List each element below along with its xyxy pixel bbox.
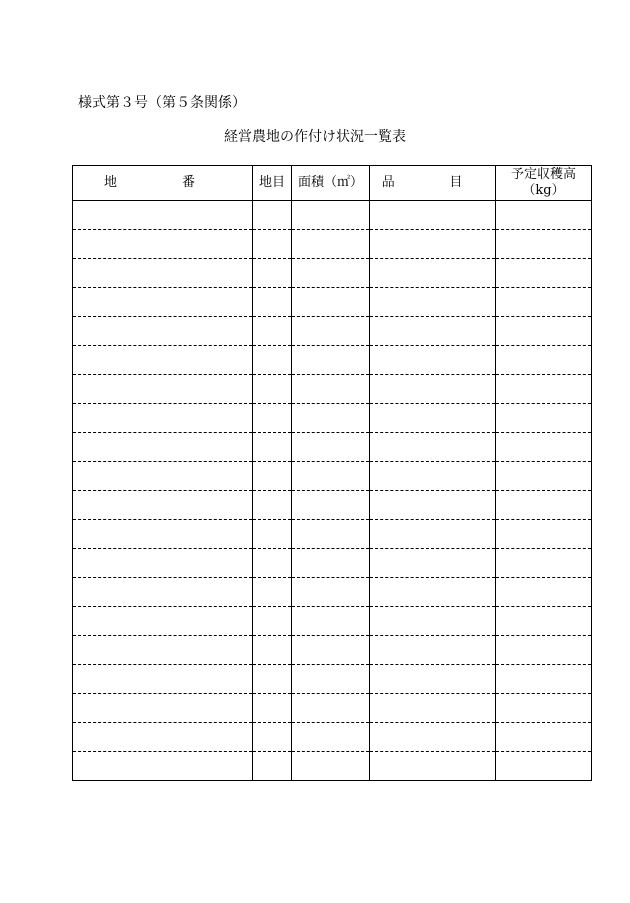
table-row — [73, 665, 592, 694]
cell-land-category[interactable] — [253, 375, 292, 404]
cell-land-category[interactable] — [253, 665, 292, 694]
form-number: 様式第３号（第５条関係） — [78, 95, 246, 111]
cell-item[interactable] — [370, 752, 496, 781]
cell-area[interactable] — [292, 288, 370, 317]
cell-item[interactable] — [370, 549, 496, 578]
table-row — [73, 346, 592, 375]
table-row — [73, 723, 592, 752]
cell-expected-yield[interactable] — [496, 665, 592, 694]
cell-area[interactable] — [292, 520, 370, 549]
cell-land-category[interactable] — [253, 549, 292, 578]
table-row — [73, 201, 592, 230]
cell-area[interactable] — [292, 694, 370, 723]
cell-area[interactable] — [292, 433, 370, 462]
table-row — [73, 317, 592, 346]
cell-lot-number[interactable] — [73, 578, 253, 607]
cell-expected-yield[interactable] — [496, 694, 592, 723]
cell-area[interactable] — [292, 259, 370, 288]
table-row — [73, 520, 592, 549]
cell-land-category[interactable] — [253, 636, 292, 665]
cell-item[interactable] — [370, 578, 496, 607]
cell-expected-yield[interactable] — [496, 230, 592, 259]
cell-lot-number[interactable] — [73, 375, 253, 404]
cell-lot-number[interactable] — [73, 723, 253, 752]
cell-expected-yield[interactable] — [496, 375, 592, 404]
cell-lot-number[interactable] — [73, 462, 253, 491]
cell-expected-yield[interactable] — [496, 462, 592, 491]
cell-land-category[interactable] — [253, 520, 292, 549]
cell-expected-yield[interactable] — [496, 201, 592, 230]
document-title: 経営農地の作付け状況一覧表 — [224, 129, 406, 145]
header-area: 面積（㎡） — [292, 166, 370, 201]
cell-expected-yield[interactable] — [496, 723, 592, 752]
cell-expected-yield[interactable] — [496, 317, 592, 346]
cell-item[interactable] — [370, 404, 496, 433]
table-row — [73, 288, 592, 317]
cell-lot-number[interactable] — [73, 230, 253, 259]
cell-lot-number[interactable] — [73, 752, 253, 781]
cell-item[interactable] — [370, 288, 496, 317]
table-row — [73, 462, 592, 491]
cell-lot-number[interactable] — [73, 201, 253, 230]
cell-expected-yield[interactable] — [496, 752, 592, 781]
table-row — [73, 607, 592, 636]
cell-land-category[interactable] — [253, 230, 292, 259]
cell-area[interactable] — [292, 201, 370, 230]
cell-land-category[interactable] — [253, 259, 292, 288]
cell-lot-number[interactable] — [73, 636, 253, 665]
crop-status-table — [72, 165, 592, 781]
cell-item[interactable] — [370, 230, 496, 259]
cell-area[interactable] — [292, 607, 370, 636]
cell-lot-number[interactable] — [73, 520, 253, 549]
table-row — [73, 752, 592, 781]
cell-lot-number[interactable] — [73, 491, 253, 520]
cell-item[interactable] — [370, 520, 496, 549]
cell-lot-number[interactable] — [73, 694, 253, 723]
cell-land-category[interactable] — [253, 607, 292, 636]
table-row — [73, 694, 592, 723]
cell-lot-number[interactable] — [73, 665, 253, 694]
cell-land-category[interactable] — [253, 491, 292, 520]
table-row — [73, 549, 592, 578]
cell-item[interactable] — [370, 462, 496, 491]
cell-lot-number[interactable] — [73, 404, 253, 433]
cell-land-category[interactable] — [253, 723, 292, 752]
cell-land-category[interactable] — [253, 694, 292, 723]
table-row — [73, 230, 592, 259]
cell-expected-yield[interactable] — [496, 607, 592, 636]
header-expected-yield: 予定収穫高 （kg） — [496, 166, 592, 201]
cell-expected-yield[interactable] — [496, 404, 592, 433]
header-item: 品 目 — [370, 166, 496, 201]
cell-item[interactable] — [370, 607, 496, 636]
table-row — [73, 433, 592, 462]
cell-area[interactable] — [292, 375, 370, 404]
cell-expected-yield[interactable] — [496, 636, 592, 665]
cell-land-category[interactable] — [253, 201, 292, 230]
cell-lot-number[interactable] — [73, 346, 253, 375]
cell-lot-number[interactable] — [73, 288, 253, 317]
cell-area[interactable] — [292, 636, 370, 665]
cell-area[interactable] — [292, 752, 370, 781]
cell-land-category[interactable] — [253, 578, 292, 607]
table-row — [73, 259, 592, 288]
table-header-row — [73, 166, 592, 201]
cell-lot-number[interactable] — [73, 259, 253, 288]
table-body — [73, 201, 592, 781]
cell-land-category[interactable] — [253, 317, 292, 346]
cell-area[interactable] — [292, 404, 370, 433]
table-row — [73, 375, 592, 404]
cell-item[interactable] — [370, 346, 496, 375]
cell-expected-yield[interactable] — [496, 433, 592, 462]
cell-area[interactable] — [292, 346, 370, 375]
cell-item[interactable] — [370, 491, 496, 520]
cell-expected-yield[interactable] — [496, 549, 592, 578]
cell-land-category[interactable] — [253, 433, 292, 462]
cell-lot-number[interactable] — [73, 607, 253, 636]
cell-land-category[interactable] — [253, 404, 292, 433]
cell-area[interactable] — [292, 665, 370, 694]
cell-area[interactable] — [292, 723, 370, 752]
cell-item[interactable] — [370, 433, 496, 462]
cell-lot-number[interactable] — [73, 549, 253, 578]
table-row — [73, 404, 592, 433]
header-land-category: 地目 — [253, 166, 292, 201]
cell-land-category[interactable] — [253, 462, 292, 491]
cell-item[interactable] — [370, 694, 496, 723]
cell-lot-number[interactable] — [73, 317, 253, 346]
cell-area[interactable] — [292, 230, 370, 259]
cell-area[interactable] — [292, 462, 370, 491]
cell-land-category[interactable] — [253, 752, 292, 781]
cell-item[interactable] — [370, 201, 496, 230]
cell-expected-yield[interactable] — [496, 288, 592, 317]
cell-item[interactable] — [370, 317, 496, 346]
cell-area[interactable] — [292, 578, 370, 607]
cell-item[interactable] — [370, 723, 496, 752]
cell-item[interactable] — [370, 636, 496, 665]
cell-item[interactable] — [370, 665, 496, 694]
table-row — [73, 491, 592, 520]
cell-area[interactable] — [292, 317, 370, 346]
cell-item[interactable] — [370, 259, 496, 288]
cell-lot-number[interactable] — [73, 433, 253, 462]
crop-status-table-container — [72, 165, 591, 781]
cell-area[interactable] — [292, 549, 370, 578]
cell-land-category[interactable] — [253, 288, 292, 317]
cell-item[interactable] — [370, 375, 496, 404]
cell-expected-yield[interactable] — [496, 578, 592, 607]
table-row — [73, 636, 592, 665]
table-row — [73, 578, 592, 607]
cell-expected-yield[interactable] — [496, 259, 592, 288]
cell-expected-yield[interactable] — [496, 520, 592, 549]
cell-expected-yield[interactable] — [496, 491, 592, 520]
cell-area[interactable] — [292, 491, 370, 520]
header-lot-number: 地 番 — [73, 166, 253, 201]
cell-expected-yield[interactable] — [496, 346, 592, 375]
cell-land-category[interactable] — [253, 346, 292, 375]
